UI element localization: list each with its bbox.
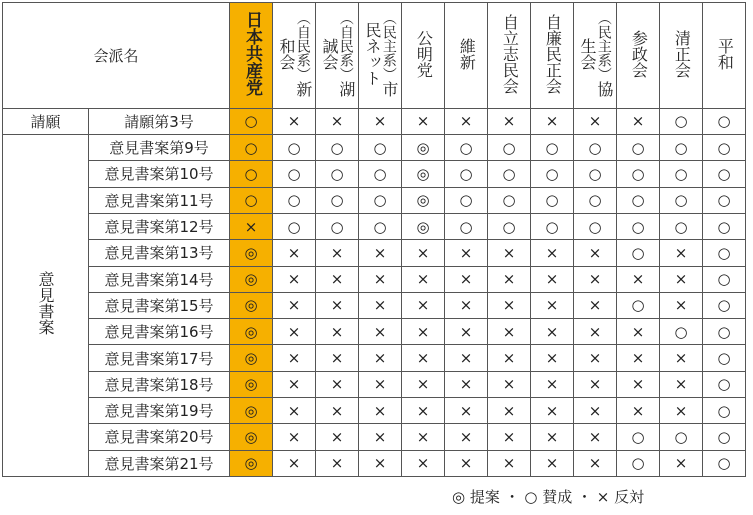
vote-cell: ○ — [574, 161, 617, 187]
vote-cell: × — [359, 398, 402, 424]
vote-cell: × — [359, 424, 402, 450]
party-main-name: 参政会 — [629, 29, 649, 78]
party-header — [316, 3, 359, 109]
vote-cell: × — [316, 424, 359, 450]
vote-cell: × — [488, 108, 531, 134]
item-label: 請願第3号 — [89, 108, 230, 134]
vote-cell: × — [574, 345, 617, 371]
vote-cell: × — [359, 345, 402, 371]
party-affiliation: （自民系） — [337, 10, 354, 81]
vote-cell: ○ — [703, 108, 746, 134]
vote-cell: ○ — [488, 161, 531, 187]
vote-cell: ○ — [273, 135, 316, 161]
party-name — [630, 30, 647, 78]
vote-cell: × — [531, 240, 574, 266]
vote-cell: × — [359, 292, 402, 318]
vote-cell: × — [273, 319, 316, 345]
vote-cell: × — [445, 345, 488, 371]
party-name — [544, 14, 561, 94]
vote-cell: × — [402, 345, 445, 371]
vote-cell: × — [617, 371, 660, 397]
vote-cell: × — [359, 371, 402, 397]
party-name — [673, 30, 690, 78]
vote-cell: ○ — [230, 108, 273, 134]
vote-cell: × — [316, 266, 359, 292]
party-main-name: 自廉民正会 — [543, 13, 563, 94]
item-label: 意見書案第10号 — [89, 161, 230, 187]
party-name — [716, 38, 733, 70]
vote-cell: × — [574, 240, 617, 266]
party-header — [273, 3, 316, 109]
vote-cell: × — [359, 240, 402, 266]
vote-cell: ○ — [316, 187, 359, 213]
vote-cell: ◎ — [230, 266, 273, 292]
vote-cell: × — [574, 108, 617, 134]
vote-cell: ○ — [617, 161, 660, 187]
item-label: 意見書案第19号 — [89, 398, 230, 424]
vote-cell: × — [402, 398, 445, 424]
vote-cell: ○ — [617, 187, 660, 213]
vote-cell: ○ — [617, 240, 660, 266]
vote-cell: × — [574, 371, 617, 397]
party-name — [320, 3, 354, 104]
party-main-name: 平和 — [715, 37, 735, 70]
vote-cell: × — [273, 424, 316, 450]
vote-cell: ○ — [531, 187, 574, 213]
vote-cell: × — [402, 319, 445, 345]
vote-cell: × — [574, 292, 617, 318]
vote-cell: ○ — [359, 213, 402, 239]
vote-cell: × — [445, 240, 488, 266]
vote-cell: ○ — [703, 424, 746, 450]
vote-cell: × — [488, 398, 531, 424]
vote-cell: × — [359, 108, 402, 134]
vote-cell: × — [273, 345, 316, 371]
vote-cell: × — [273, 398, 316, 424]
party-header — [359, 3, 402, 109]
party-header — [617, 3, 660, 109]
vote-cell: × — [316, 398, 359, 424]
vote-cell: × — [574, 450, 617, 476]
vote-cell: ○ — [445, 161, 488, 187]
vote-cell: × — [660, 371, 703, 397]
vote-cell: × — [488, 240, 531, 266]
vote-cell: ○ — [574, 135, 617, 161]
vote-cell: × — [574, 424, 617, 450]
vote-cell: ○ — [703, 135, 746, 161]
party-affiliation: （民主系） — [380, 10, 397, 81]
vote-cell: ○ — [660, 424, 703, 450]
vote-cell: ○ — [703, 187, 746, 213]
table-row — [3, 213, 746, 239]
party-main-name: 自立志民会 — [500, 13, 520, 94]
vote-cell: ○ — [316, 135, 359, 161]
table-row — [3, 450, 746, 476]
vote-cell: ○ — [230, 161, 273, 187]
party-header — [230, 3, 273, 109]
vote-cell: ○ — [359, 135, 402, 161]
table-body — [3, 108, 746, 476]
party-header — [531, 3, 574, 109]
vote-cell: ◎ — [402, 135, 445, 161]
vote-cell: ○ — [660, 187, 703, 213]
vote-cell: ◎ — [230, 240, 273, 266]
vote-cell: × — [402, 240, 445, 266]
vote-cell: × — [617, 398, 660, 424]
vote-cell: × — [316, 319, 359, 345]
vote-cell: ○ — [660, 135, 703, 161]
vote-cell: ○ — [617, 213, 660, 239]
vote-cell: ○ — [617, 450, 660, 476]
item-label: 意見書案第13号 — [89, 240, 230, 266]
vote-cell: ◎ — [230, 398, 273, 424]
vote-cell: ○ — [273, 187, 316, 213]
vote-cell: ○ — [531, 213, 574, 239]
table-row — [3, 266, 746, 292]
party-main-name: 市民ネット — [363, 21, 399, 97]
vote-cell: ○ — [660, 213, 703, 239]
vote-cell: ○ — [703, 398, 746, 424]
item-label: 意見書案第11号 — [89, 187, 230, 213]
table-row — [3, 424, 746, 450]
vote-cell: ○ — [703, 161, 746, 187]
vote-cell: ○ — [660, 319, 703, 345]
table-row — [3, 108, 746, 134]
vote-cell: ○ — [660, 161, 703, 187]
vote-cell: ◎ — [402, 213, 445, 239]
vote-cell: × — [488, 319, 531, 345]
vote-cell: × — [531, 319, 574, 345]
vote-table — [2, 2, 746, 477]
vote-cell: ○ — [359, 161, 402, 187]
vote-cell: ○ — [230, 135, 273, 161]
party-name — [415, 30, 432, 78]
vote-cell: ○ — [617, 292, 660, 318]
category-opinion — [3, 135, 89, 477]
table-row — [3, 319, 746, 345]
vote-cell: ○ — [488, 187, 531, 213]
table-row — [3, 161, 746, 187]
vote-cell: × — [531, 450, 574, 476]
item-label: 意見書案第15号 — [89, 292, 230, 318]
party-main-name: 清正会 — [672, 29, 692, 78]
vote-cell: ◎ — [230, 450, 273, 476]
vote-cell: × — [445, 266, 488, 292]
vote-cell: ○ — [445, 187, 488, 213]
vote-cell: ◎ — [230, 292, 273, 318]
vote-cell: × — [316, 450, 359, 476]
vote-cell: × — [445, 371, 488, 397]
vote-cell: ○ — [703, 319, 746, 345]
vote-cell: × — [316, 345, 359, 371]
vote-cell: × — [316, 371, 359, 397]
vote-cell: × — [273, 266, 316, 292]
vote-cell: × — [617, 108, 660, 134]
vote-cell: × — [660, 450, 703, 476]
vote-cell: ◎ — [402, 187, 445, 213]
vote-cell: ○ — [316, 213, 359, 239]
vote-cell: × — [488, 292, 531, 318]
vote-cell: ◎ — [230, 319, 273, 345]
vote-cell: × — [531, 371, 574, 397]
party-affiliation: （自民系） — [294, 10, 311, 81]
party-name — [458, 38, 475, 70]
party-header — [445, 3, 488, 109]
vote-cell: × — [531, 108, 574, 134]
vote-cell: × — [531, 266, 574, 292]
party-header — [703, 3, 746, 109]
party-name — [501, 14, 518, 94]
vote-cell: ○ — [574, 187, 617, 213]
table-row — [3, 187, 746, 213]
vote-cell: ○ — [617, 424, 660, 450]
vote-cell: × — [488, 450, 531, 476]
party-affiliation: （民主系） — [595, 10, 612, 81]
vote-cell: ○ — [531, 161, 574, 187]
vote-cell: × — [617, 266, 660, 292]
vote-cell: × — [402, 266, 445, 292]
vote-cell: × — [402, 292, 445, 318]
category-opinion-label: 意見書案 — [36, 271, 55, 336]
party-main-name: 維新 — [457, 37, 477, 70]
item-label: 意見書案第17号 — [89, 345, 230, 371]
vote-cell: × — [273, 240, 316, 266]
vote-cell: ◎ — [230, 345, 273, 371]
vote-cell: × — [445, 108, 488, 134]
vote-cell: × — [574, 398, 617, 424]
item-label: 意見書案第9号 — [89, 135, 230, 161]
vote-cell: × — [660, 345, 703, 371]
vote-cell: × — [445, 398, 488, 424]
vote-cell: ○ — [703, 345, 746, 371]
vote-cell: ○ — [617, 135, 660, 161]
party-main-name: 新和会 — [277, 37, 313, 97]
vote-cell: ○ — [574, 213, 617, 239]
party-name — [277, 3, 311, 104]
vote-cell: × — [402, 450, 445, 476]
party-header — [660, 3, 703, 109]
vote-cell: × — [316, 292, 359, 318]
table-row — [3, 398, 746, 424]
vote-cell: ○ — [703, 371, 746, 397]
vote-cell: ○ — [703, 292, 746, 318]
vote-cell: × — [316, 108, 359, 134]
group-name-header: 会派名 — [3, 3, 230, 109]
vote-cell: × — [445, 292, 488, 318]
category-petition: 請願 — [3, 108, 89, 134]
vote-cell: × — [402, 424, 445, 450]
vote-cell: × — [359, 450, 402, 476]
vote-cell: × — [445, 450, 488, 476]
vote-cell: × — [660, 266, 703, 292]
party-header — [488, 3, 531, 109]
party-header — [574, 3, 617, 109]
vote-cell: × — [273, 450, 316, 476]
vote-cell: × — [531, 398, 574, 424]
vote-cell: × — [445, 424, 488, 450]
vote-cell: × — [488, 371, 531, 397]
vote-cell: × — [230, 213, 273, 239]
item-label: 意見書案第14号 — [89, 266, 230, 292]
table-row — [3, 135, 746, 161]
vote-cell: ○ — [703, 450, 746, 476]
vote-cell: ○ — [488, 135, 531, 161]
party-main-name: 協生会 — [578, 37, 614, 97]
vote-cell: × — [488, 266, 531, 292]
party-main-name: 湖誠会 — [320, 37, 356, 97]
vote-cell: × — [402, 371, 445, 397]
item-label: 意見書案第12号 — [89, 213, 230, 239]
header-row — [3, 3, 746, 109]
vote-cell: ○ — [531, 135, 574, 161]
table-row — [3, 345, 746, 371]
vote-cell: ◎ — [402, 161, 445, 187]
item-label: 意見書案第16号 — [89, 319, 230, 345]
party-main-name: 日本共産党 — [241, 11, 262, 96]
party-name — [578, 3, 612, 104]
vote-cell: × — [660, 292, 703, 318]
item-label: 意見書案第21号 — [89, 450, 230, 476]
vote-cell: ○ — [273, 213, 316, 239]
vote-cell: × — [273, 292, 316, 318]
vote-cell: ◎ — [230, 371, 273, 397]
vote-cell: × — [273, 371, 316, 397]
vote-cell: ○ — [359, 187, 402, 213]
vote-cell: × — [574, 266, 617, 292]
vote-cell: × — [574, 319, 617, 345]
party-main-name: 公明党 — [414, 29, 434, 78]
vote-cell: × — [316, 240, 359, 266]
party-name — [363, 3, 397, 104]
vote-cell: × — [617, 319, 660, 345]
party-header — [402, 3, 445, 109]
vote-cell: ○ — [316, 161, 359, 187]
item-label: 意見書案第20号 — [89, 424, 230, 450]
vote-cell: × — [273, 108, 316, 134]
vote-cell: × — [660, 398, 703, 424]
vote-cell: ○ — [660, 108, 703, 134]
vote-cell: × — [660, 240, 703, 266]
vote-cell: × — [488, 424, 531, 450]
legend: ◎ 提案 ・ ○ 賛成 ・ × 反対 — [452, 488, 645, 506]
vote-cell: ○ — [445, 135, 488, 161]
vote-cell: ○ — [703, 213, 746, 239]
vote-cell: ○ — [703, 266, 746, 292]
vote-cell: × — [617, 345, 660, 371]
vote-cell: × — [359, 319, 402, 345]
vote-cell: × — [531, 292, 574, 318]
vote-cell: × — [445, 319, 488, 345]
table-row — [3, 292, 746, 318]
item-label: 意見書案第18号 — [89, 371, 230, 397]
vote-cell: × — [402, 108, 445, 134]
vote-cell: ○ — [445, 213, 488, 239]
vote-cell: × — [488, 345, 531, 371]
table-row — [3, 371, 746, 397]
table-row — [3, 240, 746, 266]
vote-cell: ◎ — [230, 424, 273, 450]
party-name — [242, 11, 260, 96]
vote-cell: ○ — [488, 213, 531, 239]
vote-cell: ○ — [273, 161, 316, 187]
vote-cell: × — [359, 266, 402, 292]
vote-cell: ○ — [230, 187, 273, 213]
vote-cell: × — [531, 424, 574, 450]
vote-cell: ○ — [703, 240, 746, 266]
vote-cell: × — [531, 345, 574, 371]
